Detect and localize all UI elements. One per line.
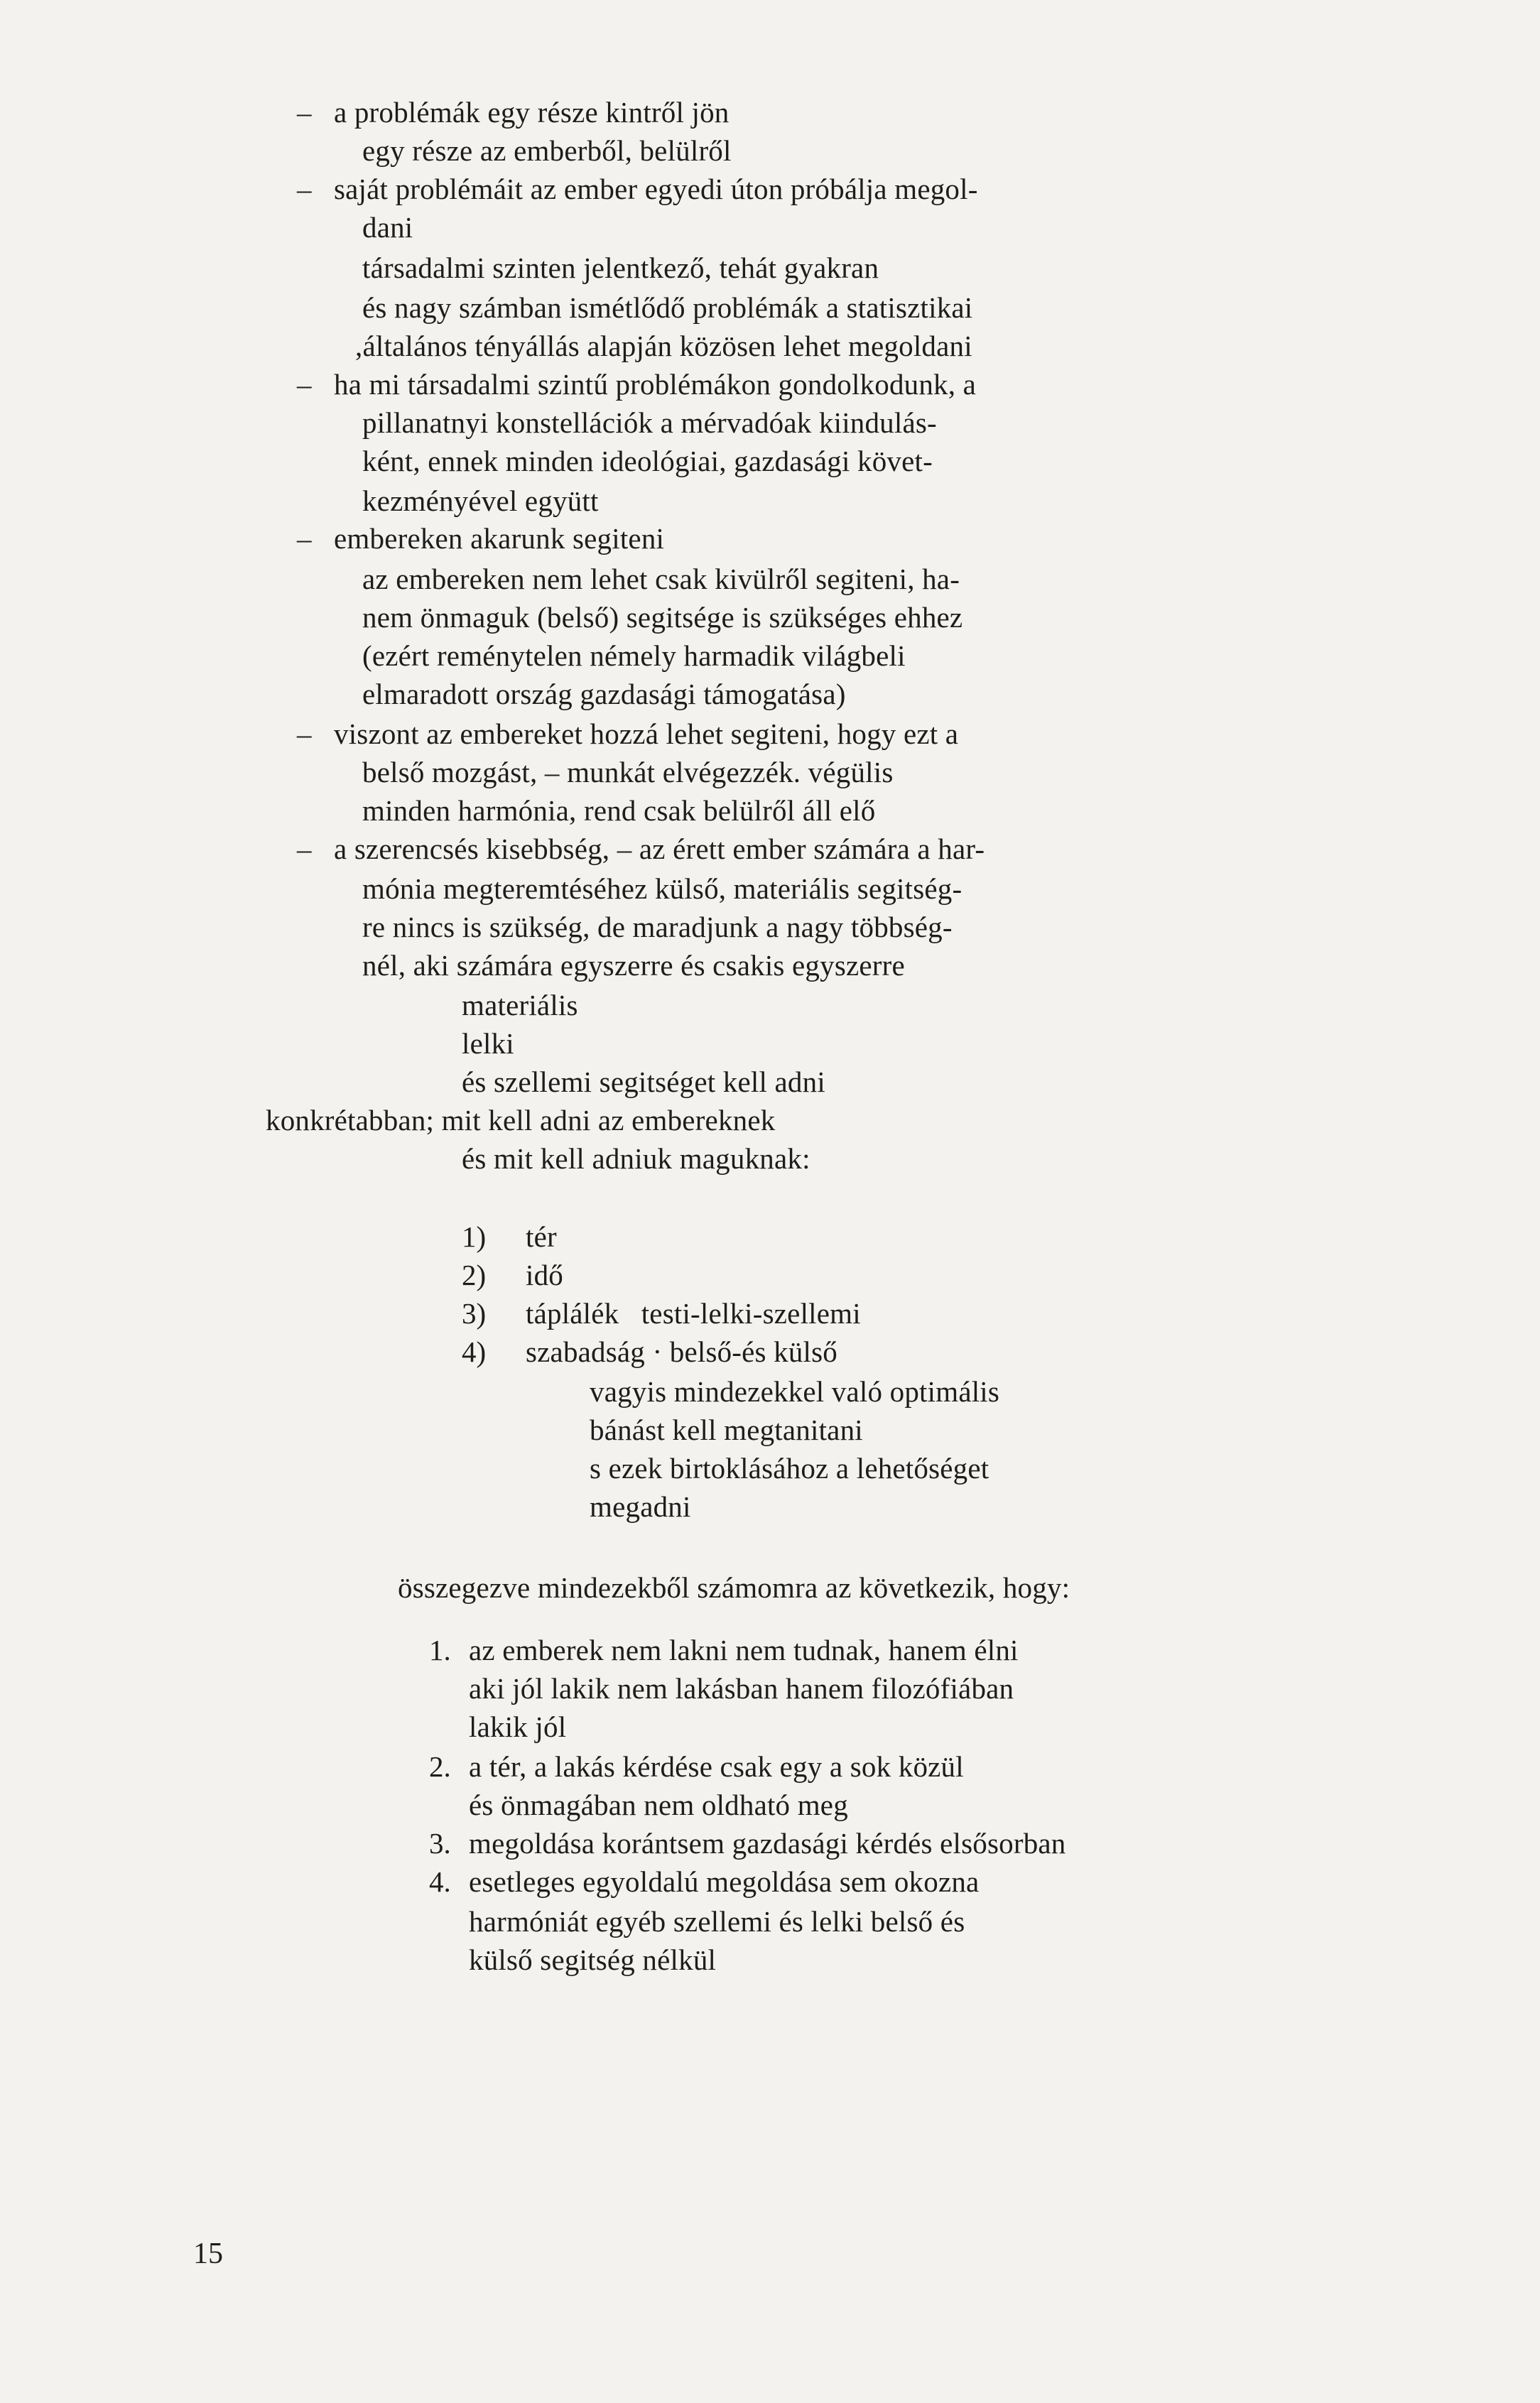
- list-item: szabadság · belső-és külső: [526, 1335, 838, 1368]
- text-line: az embereken nem lehet csak kivülről segiteni, ha-: [362, 563, 960, 595]
- list-number: 2.: [429, 1750, 451, 1783]
- text-line: embereken akarunk segiteni: [334, 522, 665, 555]
- text-line: dani: [362, 211, 413, 244]
- text-line: társadalmi szinten jelentkező, tehát gyakran: [362, 251, 879, 284]
- text-line: nem önmaguk (belső) segitsége is szükséges ehhez: [362, 601, 963, 634]
- list-item: aki jól lakik nem lakásban hanem filozófiában: [469, 1672, 1014, 1705]
- list-item: harmóniát egyéb szellemi és lelki belső és: [469, 1905, 965, 1938]
- list-item: külső segitség nélkül: [469, 1943, 717, 1976]
- list-item: az emberek nem lakni nem tudnak, hanem élni: [469, 1634, 1019, 1666]
- page-number: 15: [193, 2237, 223, 2270]
- text-line: a problémák egy része kintről jön: [334, 96, 730, 129]
- bullet-dash: –: [297, 522, 312, 555]
- bullet-dash: –: [297, 173, 312, 205]
- text-line: elmaradott ország gazdasági támogatása): [362, 678, 846, 710]
- text-line: nél, aki számára egyszerre és csakis egyszerre: [362, 949, 905, 982]
- text-line: és mit kell adniuk maguknak:: [462, 1142, 810, 1175]
- text-line: mónia megteremtéséhez külső, materiális segitség-: [362, 872, 962, 905]
- text-line: ,általános tényállás alapján közösen lehet megoldani: [355, 330, 972, 362]
- text-line: vagyis mindezekkel való optimális: [590, 1375, 1000, 1408]
- list-number: 1.: [429, 1634, 451, 1666]
- list-item: tér: [526, 1220, 557, 1253]
- text-line: egy része az emberből, belülről: [362, 134, 732, 167]
- text-line: a szerencsés kisebbség, – az érett ember számára a har-: [334, 832, 985, 865]
- list-item: lakik jól: [469, 1710, 567, 1743]
- text-line: minden harmónia, rend csak belülről áll elő: [362, 794, 876, 827]
- list-item: és önmagában nem oldható meg: [469, 1789, 848, 1821]
- text-line: pillanatnyi konstellációk a mérvadóak kiindulás-: [362, 406, 937, 439]
- bullet-dash: –: [297, 717, 312, 750]
- text-line: re nincs is szükség, de maradjunk a nagy többség-: [362, 911, 953, 943]
- list-item: a tér, a lakás kérdése csak egy a sok közül: [469, 1750, 964, 1783]
- text-line: (ezért reménytelen némely harmadik világbeli: [362, 639, 906, 672]
- bullet-dash: –: [297, 96, 312, 129]
- list-item: megoldása korántsem gazdasági kérdés elsősorban: [469, 1827, 1066, 1860]
- list-item: táplálék testi-lelki-szellemi: [526, 1297, 861, 1330]
- list-item: idő: [526, 1259, 563, 1291]
- text-line: lelki: [462, 1027, 514, 1060]
- bullet-dash: –: [297, 832, 312, 865]
- list-number: 3): [462, 1297, 487, 1330]
- list-number: 4): [462, 1335, 487, 1368]
- list-item: esetleges egyoldalú megoldása sem okozna: [469, 1865, 980, 1898]
- text-line: konkrétabban; mit kell adni az embereknek: [266, 1104, 776, 1137]
- text-line: belső mozgást, – munkát elvégezzék. végülis: [362, 756, 894, 788]
- text-line: materiális: [462, 989, 578, 1021]
- list-number: 2): [462, 1259, 487, 1291]
- text-line: ha mi társadalmi szintű problémákon gondolkodunk, a: [334, 368, 977, 401]
- text-line: s ezek birtoklásához a lehetőséget: [590, 1452, 989, 1485]
- list-number: 3.: [429, 1827, 451, 1860]
- text-line: megadni: [590, 1490, 691, 1523]
- text-line: bánást kell megtanitani: [590, 1414, 863, 1446]
- list-number: 4.: [429, 1865, 451, 1898]
- text-line: kezményével együtt: [362, 484, 599, 517]
- summary-intro: összegezve mindezekből számomra az következik, hogy:: [398, 1571, 1070, 1604]
- text-line: saját problémáit az ember egyedi úton próbálja megol-: [334, 173, 978, 205]
- text-line: és nagy számban ismétlődő problémák a statisztikai: [362, 291, 973, 324]
- text-line: és szellemi segitséget kell adni: [462, 1065, 825, 1098]
- bullet-dash: –: [297, 368, 312, 401]
- list-number: 1): [462, 1220, 487, 1253]
- text-line: ként, ennek minden ideológiai, gazdasági követ-: [362, 445, 933, 477]
- text-line: viszont az embereket hozzá lehet segiteni, hogy ezt a: [334, 717, 959, 750]
